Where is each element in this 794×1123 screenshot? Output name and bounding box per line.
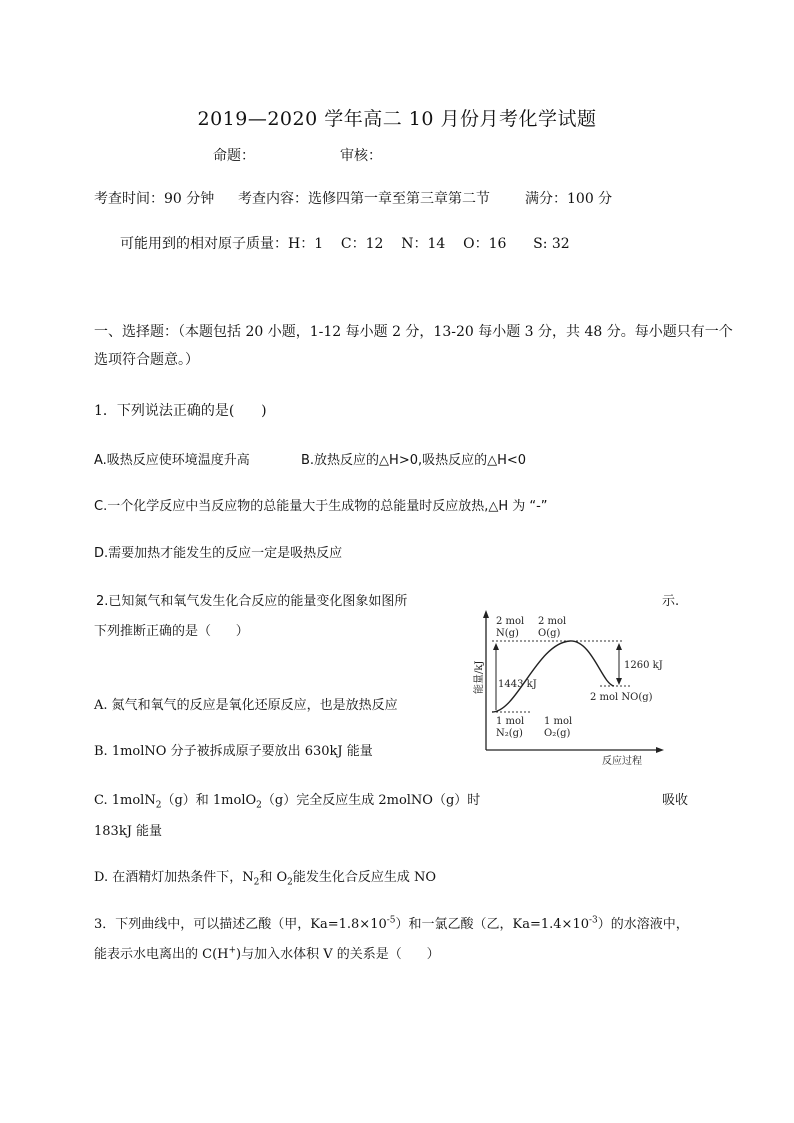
q2-stem-end: 示. xyxy=(662,594,680,609)
q1-stem: 1．下列说法正确的是( ) xyxy=(94,403,267,419)
q2-option-c-end: 吸收 xyxy=(662,793,689,808)
reviewer-label: 审核： xyxy=(340,148,382,164)
exam-full-score: 满分：100 分 xyxy=(525,191,613,207)
section1-intro-line1: 一、选择题：（本题包括 20 小题，1-12 每小题 2 分，13-20 每小题 3 分，共 48 分。每小题只有一个 xyxy=(94,324,733,340)
q1-option-a: A.吸热反应使环境温度升高 xyxy=(94,453,250,468)
q2-option-d: D. 在酒精灯加热条件下，$N_2$和 $O_2$能发生化合反应生成 NO xyxy=(94,870,437,888)
q2-stem: 2.已知氮气和氧气发生化合反应的能量变化图象如图所 xyxy=(96,594,408,609)
reactant-2-label-2: O₂(g) xyxy=(544,728,571,739)
exam-time: 考查时间：90 分钟 xyxy=(94,191,215,207)
q1-option-d: D.需要加热才能发生的反应一定是吸热反应 xyxy=(94,546,343,561)
top-left-label-1: 2 mol xyxy=(496,616,525,627)
reactant-1-label-2: N₂(g) xyxy=(496,728,523,739)
energy-diagram xyxy=(462,608,672,768)
exam-content: 考查内容：选修四第一章至第三章第二节 xyxy=(238,191,490,207)
q2-option-b: B. 1molNO 分子被拆成原子要放出 630kJ 能量 xyxy=(94,744,373,759)
author-label: 命题： xyxy=(213,148,255,164)
y-axis-arrow xyxy=(483,610,489,618)
atomic-mass-line: 可能用到的相对原子质量：H：1 C：12 N：14 O：16 S: 32 xyxy=(120,236,570,252)
q2-option-c-line2: 183kJ 能量 xyxy=(94,824,163,839)
q3-stem-line2: 能表示水电离出的 C(H+)与加入水体积 V 的关系是（ ） xyxy=(94,945,440,962)
section1-intro-line2: 选项符合题意。） xyxy=(94,352,199,368)
energy-1260-label: 1260 kJ xyxy=(624,660,663,671)
q2-option-c: C. 1molN$_2$（g）和 1molO$_2$（g）完全反应生成 2molNO（g）时 xyxy=(94,793,481,811)
q1-option-b: B.放热反应的△H>0,吸热反应的△H<0 xyxy=(301,453,527,468)
q1-option-c: C.一个化学反应中当反应物的总能量大于生成物的总能量时反应放热,△H 为 “-” xyxy=(94,499,548,514)
reactant-2-label-1: 1 mol xyxy=(544,716,573,727)
q2-option-a: A. 氮气和氧气的反应是氧化还原反应，也是放热反应 xyxy=(94,698,398,713)
top-left-label-2: N(g) xyxy=(496,628,519,639)
x-axis-arrow xyxy=(656,747,664,753)
top-right-label-2: O(g) xyxy=(538,628,561,639)
q2-stem-line2: 下列推断正确的是（ ） xyxy=(94,624,249,639)
x-axis-label: 反应过程 xyxy=(602,756,642,767)
q3-stem-line1: 3．下列曲线中，可以描述乙酸（甲，$Ka=1.8\times 10^{-5}$）和一氯乙酸（乙，$Ka=1.4\times 10^{-3}$）的水溶液中， xyxy=(94,915,689,932)
product-label: 2 mol NO(g) xyxy=(590,692,653,703)
energy-1443-label: 1443 kJ xyxy=(498,679,537,690)
y-axis-label: 能量/kJ xyxy=(474,660,485,694)
exam-title: 2019—2020 学年高二 10 月份月考化学试题 xyxy=(197,108,597,130)
top-right-label-1: 2 mol xyxy=(538,616,567,627)
reactant-1-label-1: 1 mol xyxy=(496,716,525,727)
